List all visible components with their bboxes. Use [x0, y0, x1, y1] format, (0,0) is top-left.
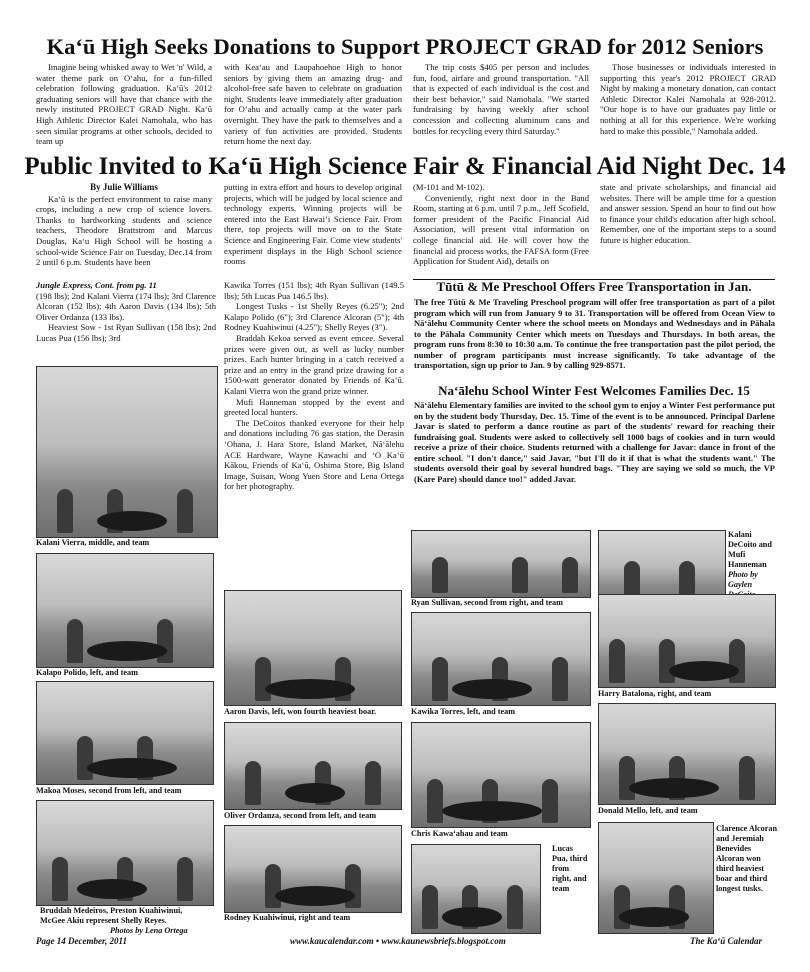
headline-science-fair: Public Invited to Ka‘ū High Science Fair & Financial Aid Night Dec. 14 [24, 153, 786, 180]
headline-project-grad: Ka‘ū High Seeks Donations to Support PROJECT GRAD for 2012 Seniors [46, 34, 764, 59]
continued-line: Jungle Express, Cont. from pg. 11 [36, 280, 157, 290]
photo-braddah-medeiros [36, 800, 214, 906]
caption-oliver-ordanza: Oliver Ordanza, second from left, and team [224, 811, 377, 820]
jungle-express-col2: Kawika Torres (151 lbs); 4th Ryan Sullivan (149.5 lbs); 5th Lucas Pua 146.5 lbs). Longest Tusks - 1st Shelly Reyes (6.25"); 2nd Kalapo Polido (6"); 3rd Clarence Alcoran (5"); 4th Rodney Kuahiwinui (4.25"); Shelly Reyes (3"). Braddah Kekoa served as event emcee. Several prizes were given out, as well as lucky number prizes. Each hunter bringing in a catch received a prize and an entry in the grand prize drawing for a 1500-watt generator donated by Friends of Ka‘ū. Kalani Vierra won the grand prize winner. Mufi Hanneman stopped by the event and greeted local hunters. The DeCoitos thanked everyone for their help and donations including 76 gas station, the Derasin ‘Ohana, J. Hara Store, Island Market, Nā‘ālehu ACE Hardware, Wayne Kawachi and ‘O Ka‘ū Kākou, Friends of Ka‘ū, Oshima Store, Big Island Image, Suisan, Wong Yuen Store and Lena Ortega for her photography. [224, 280, 404, 492]
caption-aaron-davis: Aaron Davis, left, won fourth heaviest boar. [224, 707, 377, 716]
footer-websites: www.kaucalendar.com • www.kaunewsbriefs.blogspot.com [290, 936, 506, 946]
caption-makoa-moses: Makoa Moses, second from left, and team [36, 786, 182, 795]
caption-braddah-1: Bruddah Medeiros, Preston Kuahiwinui, [40, 906, 183, 915]
caption-rodney-kuahiwinui: Rodney Kuahiwinui, right and team [224, 913, 351, 922]
caption-kalapo-polido: Kalapo Polido, left, and team [36, 668, 138, 677]
footer-paper-name: The Ka‘ū Calendar [690, 936, 763, 946]
winterfest-headline: Na‘ālehu School Winter Fest Welcomes Families Dec. 15 [438, 383, 750, 398]
science-article-col2: putting in extra effort and hours to develop original projects, which will be judged by local science and technology experts. Winning projects will be entered into the East Hawai‘i Science Fair. From there, top projects will move on to the State Science and Engineering Fair. Come view students' experiment displays in the High School science rooms [224, 182, 402, 267]
caption-lucas-pua: Lucas Pua, third from right, and team [552, 844, 588, 893]
footer-page-date: Page 14 December, 2011 [36, 936, 127, 946]
photo-rodney-kuahiwinui [224, 825, 402, 913]
caption-ryan-sullivan: Ryan Sullivan, second from right, and team [411, 598, 563, 607]
caption-chris-kawaahau: Chris Kawa‘ahau and team [411, 829, 508, 838]
caption-harry-batalona: Harry Batalona, right, and team [598, 689, 712, 698]
photo-makoa-moses [36, 681, 214, 785]
grad-article-col4: Those businesses or individuals interested in supporting this year's 2012 PROJECT GRAD Night by making a monetary donation, can contact Athletic Director Kalei Namohala at 928-2012. "Our hope is to have our graduates pay little or nothing at all for this experience. We're working hard to make this possible," Namohala added. [600, 62, 776, 136]
photo-aaron-davis [224, 590, 402, 706]
photo-ryan-sullivan [411, 530, 591, 598]
science-article-col4: state and private scholarships, and financial aid websites. There will be ample time for a question and answer session. Spend an hour to find out how to finance your child's education after high school. Remember, one of the important steps to a sound future is higher education. [600, 182, 776, 245]
grad-article-col3: The trip costs $405 per person and includes fun, food, airfare and ground transportation. "All that is expected of each individual is the cost and their best behavior," said Namohala. "We started fundraising by having weekly after school concession and collecting aluminum cans and bottles for recycling every third Saturday." [413, 62, 589, 136]
tutu-text: The free Tūtū & Me Traveling Preschool program will offer free transportation as part of a pilot program which will run from January 9 to 31. Transportation will be offered from Ocean View to Nā‘ālehu Community Center where the school meets on Mondays and Wednesdays and in Pāhala to the Pāhala Community Center which meets on Tuesdays and Thursdays. In both areas, the program runs from 8:30 to 10:30 a.m. To continue the free transportation past the pilot period, the number of program participants must increase significantly. To take advantage of the transportation, sign up prior to Jan. 9 by calling 929-8571. [414, 297, 775, 370]
grad-article-col2: with Kea‘au and Laupahoehoe High to honor seniors by giving them an amazing drug- and alcohol-free safe haven to celebrate on graduation night. Students leave immediately after graduation for O‘ahu and actually camp at the water park overnight. They have the park to themselves and a variety of fun activities are provided. Students return home the next day. [224, 62, 402, 147]
caption-kalani-vierra: Kalani Vierra, middle, and team [36, 538, 150, 547]
photo-clarence-alcoran [598, 822, 714, 934]
byline: By Julie Williams [90, 182, 158, 192]
science-article-col1: By Julie Williams Ka‘ū is the perfect environment to raise many crops, including a new crop of science lovers. Thanks to hardworking students and science teachers, Theodore Brattstrom and Marcus Douglas, Ka‘u High School will be hosting a school-wide Science Fair on Tuesday, Dec.14 from 2 until 6 p.m. Students have been [36, 182, 212, 268]
winterfest-text: Nā‘ālehu Elementary families are invited to the school gym to enjoy a Winter Fest performance put on by the student body Thursday, Dec. 15. Time of the event is to be announced. Principal Darlene Javar is slated to perform a dance routine as part of the students' reward for reaching their fundraising goal. Students were asked to collectively sell 1000 bags of cookies and in turn would receive a prize of their choice. Students returned with a challenge for Javar: dance in front of the entire school. "I don't dance," said Javar, "but I'll do it if that is what the students want." The students oversold their goal by several hundred bags. "They are saying we sold so much, the VP (Kare Pare) should dance too!" added Javar. [414, 400, 775, 484]
photo-credit-lena: Photos by Lena Ortega [110, 926, 188, 935]
photo-lucas-pua [411, 844, 541, 934]
jungle-express-col1: Jungle Express, Cont. from pg. 11 (198 lbs); 2nd Kalani Vierra (174 lbs); 3rd Clarence Alcoran (152 lbs); 4th Aaron Davis (134 lbs); 5th Oliver Ordanza (133 lbs). Heaviest Sow - 1st Ryan Sullivan (158 lbs); 2nd Lucas Pua (156 lbs); 3rd [36, 280, 216, 343]
photo-oliver-ordanza [224, 722, 402, 810]
photo-donald-mello [598, 703, 776, 805]
science-article-col3: (M-101 and M-102). Conveniently, right next door in the Band Room, starting at 6 p.m. until 7 p.m., Jeff Scofield, former president of the Pacific Financial Aid Association, will present vital information on college financial aid. He will cover how the financial aid process works, the FAFSA form (Free Application for Student Aid), details on [413, 182, 589, 267]
tutu-headline: Tūtū & Me Preschool Offers Free Transportation in Jan. [436, 279, 752, 294]
photo-credit-gaylen: Photo by Gaylen [728, 570, 758, 589]
caption-kalani-decoito-mufi: Kalani DeCoito and Mufi Hanneman Photo by Gaylen [728, 530, 778, 600]
photo-kalapo-polido [36, 553, 214, 668]
photo-chris-kawaahau [411, 722, 591, 828]
caption-clarence-alcoran: Clarence Alcoran and Jeremiah Benevides Alcoran won third heaviest boar and third longest tusks. [716, 824, 778, 893]
photo-harry-batalona [598, 594, 776, 688]
grad-article-col1: Imagine being whisked away to Wet 'n' Wild, a water theme park on O‘ahu, for a fun-filled celebration following graduation. Ka‘ū's 2012 graduating seniors will have that chance with the newly instituted PROJECT GRAD Night. Ka‘ū High Athletic Director Kalei Namohala, who has seen similar programs at other schools, decided to team up [36, 62, 212, 147]
caption-braddah-2: McGee Akiu represent Shelly Reyes. [40, 916, 167, 925]
caption-kawika-torres: Kawika Torres, left, and team [411, 707, 516, 716]
photo-kalani-vierra [36, 366, 218, 538]
caption-donald-mello: Donald Mello, left, and team [598, 806, 698, 815]
photo-kawika-torres [411, 612, 591, 706]
